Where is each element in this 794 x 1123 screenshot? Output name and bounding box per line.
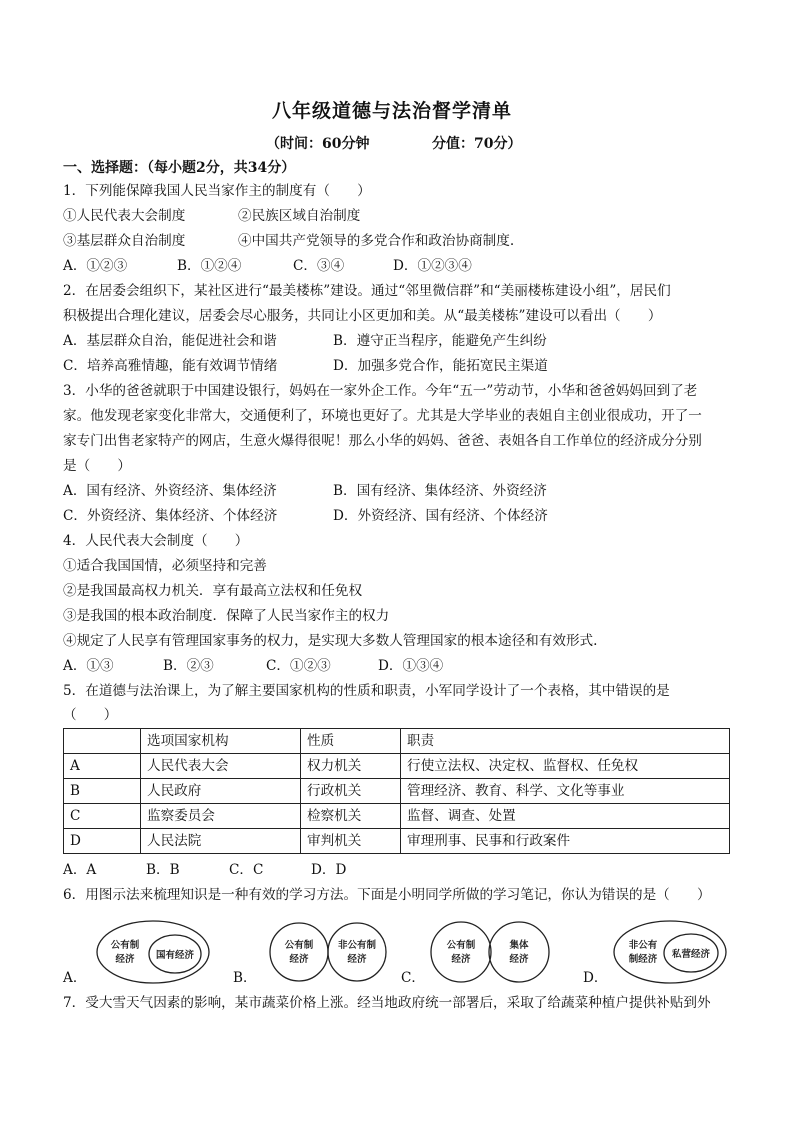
q3-stem-line: 家专门出售老家特产的网店，生意火爆得很呢！那么小华的妈妈、爸爸、表姐各自工作单位的经济成分分别 [63,433,702,449]
diagram-label: 公有制 [284,940,314,951]
diagram-label: 集体 [509,940,529,951]
diagram-label: 国有经济 [155,950,195,961]
q1-option-a: A．①②③ [63,258,128,274]
q4-option-b: B．②③ [163,658,214,674]
table-cell: 审判机关 [301,829,401,854]
q6-option-b: B． [233,970,257,986]
q3-option-b: B．国有经济、集体经济、外资经济 [333,483,547,499]
q4-item: ④规定了人民享有管理国家事务的权力，是实现大多数人管理国家的根本途径和有效形式. [63,633,598,649]
table-header-row [64,729,730,754]
q5-stem: 5．在道德与法治课上，为了解主要国家机构的性质和职责，小军同学设计了一个表格，其中错误的是 [63,683,670,699]
table-row [64,829,730,854]
table-cell: 人民代表大会 [141,754,301,779]
q1-item: ③基层群众自治制度 [63,233,186,249]
q4-option-c: C．①②③ [266,658,331,674]
q4-item: ③是我国的根本政治制度．保障了人民当家作主的权力 [63,608,390,624]
diagram-label: 经济 [347,954,367,965]
right-circle [489,922,549,982]
q6-option-c: C． [401,970,425,986]
q3-option-d: D．外资经济、国有经济、个体经济 [333,508,548,524]
diagram-label: 制经济 [628,954,658,965]
right-circle [328,923,386,981]
table-cell: 权力机关 [301,754,401,779]
diagram-a [95,919,211,985]
table-cell: 性质 [301,729,401,754]
diagram-label: 经济 [451,954,471,965]
table-cell: 行政机关 [301,779,401,804]
diagram-label: 经济 [289,954,309,965]
table-cell: 管理经济、教育、科学、文化等事业 [401,779,730,804]
table-cell: C [64,804,141,829]
table-row [64,804,730,829]
q5-table [63,728,730,854]
diagram-label: 非公有 [628,940,658,951]
q1-stem: 1．下列能保障我国人民当家作主的制度有（ ） [63,183,371,199]
diagram-label: 私营经济 [671,949,711,960]
q3-option-c: C．外资经济、集体经济、个体经济 [63,508,278,524]
table-cell: D [64,829,141,854]
q1-option-c: C．③④ [293,258,345,274]
diagram-d [612,919,728,985]
table-row [64,754,730,779]
table-cell: B [64,779,141,804]
diagram-b [268,919,388,985]
section-heading: 一、选择题：（每小题2分，共34分） [63,160,296,176]
table-cell: 职责 [401,729,730,754]
q6-option-d: D． [583,970,608,986]
q1-item: ①人民代表大会制度 [63,208,186,224]
table-cell: 行使立法权、决定权、监督权、任免权 [401,754,730,779]
q1-option-d: D．①②③④ [393,258,472,274]
table-cell: 监督、调查、处置 [401,804,730,829]
q3-stem-line: 是（ ） [63,458,131,474]
table-cell: 人民法院 [141,829,301,854]
diagram-label: 公有制 [110,940,140,951]
table-cell: A [64,754,141,779]
q4-stem: 4．人民代表大会制度（ ） [63,533,249,549]
q2-option-c: C．培养高雅情趣，能有效调节情绪 [63,358,278,374]
q3-stem-line: 家。他发现老家变化非常大，交通便利了，环境也更好了。尤其是大学毕业的表姐自主创业很成功，开了一 [63,408,702,424]
q6-option-a: A． [63,970,87,986]
left-circle [270,923,328,981]
table-cell: 审理刑事、民事和行政案件 [401,829,730,854]
q4-option-d: D．①③④ [378,658,444,674]
table-cell: 选项国家机构 [141,729,301,754]
q5-option-c: C．C [229,862,264,878]
q2-stem-line: 2．在居委会组织下，某社区进行“最美楼栋”建设。通过“邻里微信群”和“美丽楼栋建设小组”，居民们 [63,283,671,299]
q5-option-d: D．D [311,862,347,878]
q3-stem-line: 3．小华的爸爸就职于中国建设银行，妈妈在一家外企工作。今年“五一”劳动节，小华和爸爸妈妈回到了老 [63,383,698,399]
q2-option-d: D．加强多党合作，能拓宽民主渠道 [333,358,548,374]
table-row [64,779,730,804]
q4-item: ①适合我国国情，必须坚持和完善 [63,558,267,574]
table-cell: 监察委员会 [141,804,301,829]
q7-stem-line: 7．受大雪天气因素的影响，某市蔬菜价格上涨。经当地政府统一部署后，采取了给蔬菜种植户提供补贴到外 [63,995,711,1011]
exam-score: 分值：70分） [432,136,522,152]
q4-option-a: A．①③ [63,658,114,674]
q1-item: ④中国共产党领导的多党合作和政治协商制度. [238,233,515,249]
q5-option-a: A．A [63,862,97,878]
q4-item: ②是我国最高权力机关．享有最高立法权和任免权 [63,583,363,599]
table-cell: 人民政府 [141,779,301,804]
diagram-label: 非公有制 [337,940,377,951]
page-title: 八年级道德与法治督学清单 [272,100,513,122]
q1-item: ②民族区域自治制度 [238,208,361,224]
diagram-c [428,919,552,985]
q5-paren: （ ） [63,707,118,723]
q6-stem: 6．用图示法来梳理知识是一种有效的学习方法。下面是小明同学所做的学习笔记，你认为错误的是（ ） [63,887,711,903]
left-circle [431,922,491,982]
diagram-label: 经济 [509,954,529,965]
table-cell [64,729,141,754]
q1-option-b: B．①②④ [177,258,242,274]
q2-option-a: A．基层群众自治，能促进社会和谐 [63,333,277,349]
q2-option-b: B．遵守正当程序，能避免产生纠纷 [333,333,547,349]
diagram-label: 公有制 [446,940,476,951]
q5-option-b: B．B [146,862,180,878]
q2-stem-line: 积极提出合理化建议，居委会尽心服务，共同让小区更加和美。从“最美楼栋”建设可以看出（ ） [63,308,662,324]
diagram-label: 经济 [115,954,135,965]
table-cell: 检察机关 [301,804,401,829]
q3-option-a: A．国有经济、外资经济、集体经济 [63,483,277,499]
exam-time: （时间：60分钟 [266,136,370,152]
